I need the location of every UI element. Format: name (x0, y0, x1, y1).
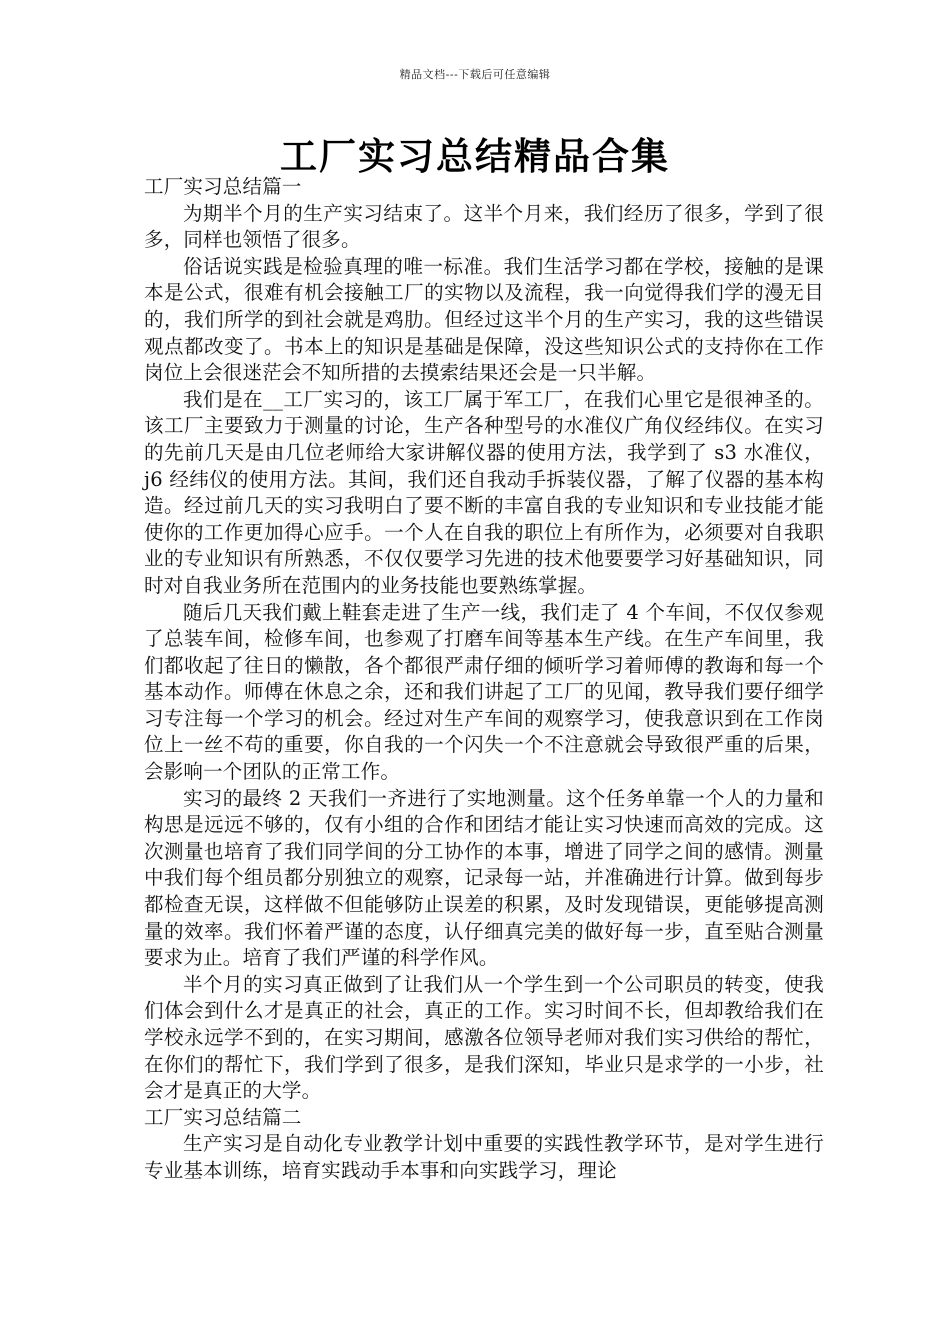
section-heading: 工厂实习总结篇二 (144, 1105, 302, 1129)
paragraph: 随后几天我们戴上鞋套走进了生产一线，我们走了 4 个车间，不仅仅参观了总装车间，检修车间，也参观了打磨车间等基本生产线。在生产车间里，我们都收起了往日的懒散，各个都很严肃仔细的倾听学习着师傅的教诲和每一个基本动作。师傅在休息之余，还和我们讲起了工厂的见闻，教导我们要仔细学习专注每一个学习的机会。经过对生产车间的观察学习，使我意识到在工作岗位上一丝不苟的重要，你自我的一个闪失一个不注意就会导致很严重的后果，会影响一个团队的正常工作。 (144, 600, 824, 784)
paragraph: 半个月的实习真正做到了让我们从一个学生到一个公司职员的转变，使我们体会到什么才是真正的社会，真正的工作。实习时间不长，但却教给我们在学校永远学不到的，在实习期间，感激各位领导老师对我们实习供给的帮忙，在你们的帮忙下，我们学到了很多，是我们深知，毕业只是求学的一小步，社会才是真正的大学。 (144, 972, 824, 1103)
document-title: 工厂实习总结精品合集 (280, 135, 670, 178)
paragraph: 为期半个月的生产实习结束了。这半个月来，我们经历了很多，学到了很多，同样也领悟了很多。 (144, 201, 824, 252)
page-header-note: 精品文档---下载后可任意编辑 (399, 68, 551, 81)
document-body (144, 174, 824, 1185)
paragraph: 实习的最终 2 天我们一齐进行了实地测量。这个任务单靠一个人的力量和构思是远远不够的，仅有小组的合作和团结才能让实习快速而高效的完成。这次测量也培育了我们同学间的分工协作的本事，增进了同学之间的感情。测量中我们每个组员都分别独立的观察，记录每一站，并准确进行计算。做到每步都检查无误，这样做不但能够防止误差的积累，及时发现错误，更能够提高测量的效率。我们怀着严谨的态度，认仔细真完美的做好每一步，直至贴合测量要求为止。培育了我们严谨的科学作风。 (144, 786, 824, 970)
paragraph: 生产实习是自动化专业教学计划中重要的实践性教学环节，是对学生进行专业基本训练，培育实践动手本事和向实践学习，理论 (144, 1132, 824, 1182)
paragraph: 我们是在__工厂实习的，该工厂属于军工厂，在我们心里它是很神圣的。该工厂主要致力于测量的讨论，生产各种型号的水准仪广角仪经纬仪。在实习的先前几天是由几位老师给大家讲解仪器的使用方法，我学到了 s3 水准仪，j6 经纬仪的使用方法。其间，我们还自我动手拆装仪器，了解了仪器的基本构造。经过前几天的实习我明白了要不断的丰富自我的专业知识和专业技能才能使你的工作更加得心应手。一个人在自我的职位上有所作为，必须要对自我职业的专业知识有所熟悉，不仅仅要学习先进的技术他要要学习好基础知识，同时对自我业务所在范围内的业务技能也要熟练掌握。 (144, 387, 824, 597)
section-heading: 工厂实习总结篇一 (144, 175, 302, 198)
paragraph: 俗话说实践是检验真理的唯一标准。我们生活学习都在学校，接触的是课本是公式，很难有机会接触工厂的实物以及流程，我一向觉得我们学的漫无目的，我们所学的到社会就是鸡肋。但经过这半个月的生产实习，我的这些错误观点都改变了。书本上的知识是基础是保障，没这些知识公式的支持你在工作岗位上会很迷茫会不知所措的去摸索结果还会是一只半解。 (144, 254, 824, 385)
